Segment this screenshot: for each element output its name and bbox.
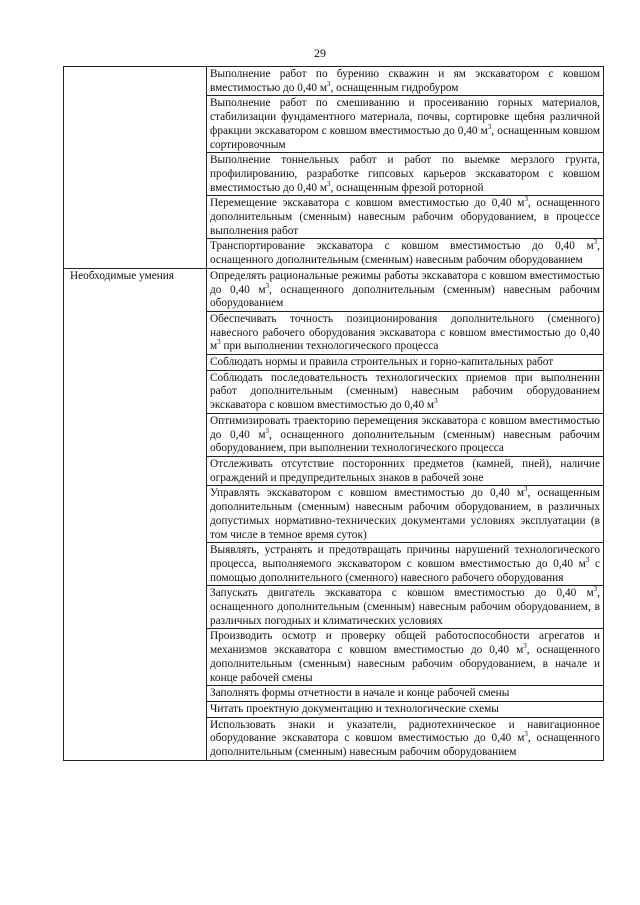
table-cell-text: Соблюдать нормы и правила строительных и горно-капитальных работ — [207, 355, 604, 371]
table-cell-text: Перемещение экскаватора с ковшом вместимостью до 0,40 $м^3$, оснащенного дополнительным (сменным) навесным рабочим оборудованием, в процессе выполнения работ — [207, 196, 604, 239]
table-cell-text: Оптимизировать траекторию перемещения экскаватора с ковшом вместимостью до 0,40 $м^3$, оснащенного дополнительным (сменным) навесным рабочим оборудованием, при выполнении технологического процесса — [207, 413, 604, 456]
empty-label-cell — [64, 67, 207, 269]
table-cell-text: Выполнение работ по бурению скважин и ям экскаватором с ковшом вместимостью до 0,40 $м^3$, оснащенным гидробуром — [207, 67, 604, 96]
table-cell-text: Использовать знаки и указатели, радиотехническое и навигационное оборудование экскаватора с ковшом вместимостью до 0,40 $м^3$, оснащенного дополнительным (сменным) навесным рабочим оборудованием — [207, 717, 604, 760]
table-cell-text: Производить осмотр и проверку общей работоспособности агрегатов и механизмов экскаватора с ковшом вместимостью до 0,40 $м^3$, оснащенного дополнительным (сменным) навесным рабочим оборудованием, в начале и конце рабочей смены — [207, 629, 604, 686]
table-cell-text: Управлять экскаватором с ковшом вместимостью до 0,40 $м^3$, оснащенным дополнительным (сменным) навесным рабочим оборудованием, в различных допустимых нормативно-технических документами условиях эксплуатации (в том числе в темное время суток) — [207, 486, 604, 543]
table-cell-text: Читать проектную документацию и технологические схемы — [207, 701, 604, 717]
requirements-table-body — [64, 67, 604, 761]
page-number: 29 — [314, 46, 326, 60]
table-cell-text: Выполнение тоннельных работ и работ по выемке мерзлого грунта, профилированию, разработке гипсовых карьеров экскаватором с ковшом вместимостью до 0,40 $м^3$, оснащенным фрезой роторной — [207, 153, 604, 196]
requirements-table — [63, 66, 604, 761]
table-row — [64, 67, 604, 96]
table-row — [64, 268, 604, 311]
table-cell-text: Транспортирование экскаватора с ковшом вместимостью до 0,40 $м^3$, оснащенного дополнительным (сменным) навесным рабочим оборудованием — [207, 239, 604, 268]
table-cell-text: Обеспечивать точность позиционирования дополнительного (сменного) навесного рабочего оборудования экскаватора с ковшом вместимостью до 0,40 $м^3$ при выполнении технологического процесса — [207, 311, 604, 354]
section-label: Необходимые умения — [64, 268, 207, 760]
table-cell-text: Определять рациональные режимы работы экскаватора с ковшом вместимостью до 0,40 $м^3$, оснащенного дополнительным (сменным) навесным рабочим оборудованием — [207, 268, 604, 311]
table-cell-text: Соблюдать последовательность технологических приемов при выполнении работ дополнительным (сменным) навесным рабочим оборудованием экскаватора с ковшом вместимостью до 0,40 $м^3$ — [207, 370, 604, 413]
table-cell-text: Выполнение работ по смешиванию и просеиванию горных материалов, стабилизации фундаментного материала, почвы, сортировке щебня различной фракции экскаватором с ковшом вместимостью до 0,40 $м^3$, оснащенным ковшом сортировочным — [207, 96, 604, 153]
table-cell-text: Запускать двигатель экскаватора с ковшом вместимостью до 0,40 $м^3$, оснащенного дополнительным (сменным) навесным рабочим оборудованием, в различных погодных и климатических условиях — [207, 586, 604, 629]
table-cell-text: Отслеживать отсутствие посторонних предметов (камней, пней), наличие ограждений и предупредительных знаков в рабочей зоне — [207, 456, 604, 485]
table-cell-text: Заполнять формы отчетности в начале и конце рабочей смены — [207, 686, 604, 702]
table-cell-text: Выявлять, устранять и предотвращать причины нарушений технологического процесса, выполняемого экскаватором с ковшом вместимостью до 0,40 $м^3$ с помощью дополнительного (сменного) навесного рабочего оборудования — [207, 543, 604, 586]
